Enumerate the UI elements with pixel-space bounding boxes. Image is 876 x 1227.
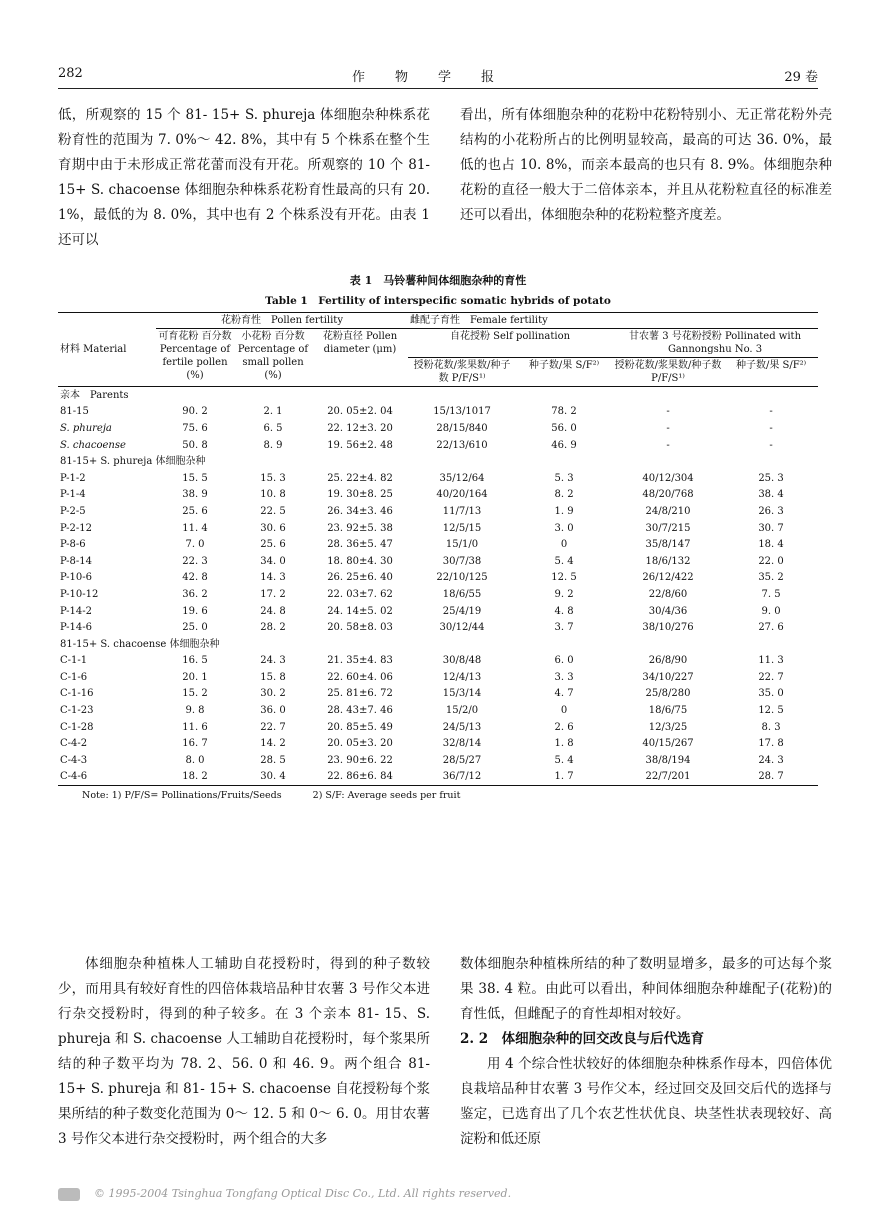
table-cell: 11. 3 bbox=[758, 655, 784, 667]
table-cell: 42. 8 bbox=[182, 572, 208, 584]
table-cell: 56. 0 bbox=[551, 422, 577, 434]
table-cell: 18. 4 bbox=[758, 539, 784, 551]
header-pfs-gannong: 授粉花数/浆果数/种子数 P/F/S¹⁾ bbox=[612, 358, 724, 387]
table-cell: 15. 2 bbox=[182, 688, 208, 700]
table-row bbox=[58, 603, 818, 620]
table-row bbox=[58, 653, 818, 670]
table-cell: 8. 3 bbox=[761, 721, 781, 733]
table-cell: 22. 7 bbox=[758, 671, 784, 683]
table-row bbox=[58, 686, 818, 703]
group-title: 81-15+ S. phureja 体细胞杂种 bbox=[60, 456, 206, 468]
fertility-table bbox=[58, 312, 818, 801]
body-text-top-left bbox=[58, 103, 430, 253]
table-cell: P-14-2 bbox=[60, 605, 93, 617]
table-cell: 22/8/60 bbox=[648, 588, 688, 600]
table-cell: 18. 80±4. 30 bbox=[327, 555, 393, 567]
table-cell: 22. 3 bbox=[182, 555, 208, 567]
table-cell: 15. 3 bbox=[260, 472, 286, 484]
table-note-1: Note: 1) P/F/S= Pollinations/Fruits/Seeds bbox=[82, 790, 282, 802]
table-cell: - bbox=[769, 422, 773, 434]
table-cell: 26. 34±3. 46 bbox=[327, 505, 393, 517]
header-fertile-pollen: 可育花粉 百分数 Percentage of fertile pollen (%) bbox=[156, 329, 234, 387]
table-cell: 7. 5 bbox=[761, 588, 781, 600]
header-small-pollen: 小花粉 百分数 Percentage of small pollen (%) bbox=[234, 329, 312, 387]
table-cell: 0 bbox=[560, 539, 568, 551]
table-row bbox=[58, 470, 818, 487]
volume-label: 29 卷 bbox=[784, 70, 818, 85]
table-cell: 3. 3 bbox=[554, 671, 574, 683]
table-cell: 9. 0 bbox=[761, 605, 781, 617]
table-row bbox=[58, 520, 818, 537]
table-cell: 18. 2 bbox=[156, 769, 234, 786]
table-cell: 32/8/14 bbox=[442, 738, 482, 750]
table-cell: 40/15/267 bbox=[642, 738, 694, 750]
table-row bbox=[58, 735, 818, 752]
table-row bbox=[58, 487, 818, 504]
table-cell: 4. 8 bbox=[554, 605, 574, 617]
table-cell: 46. 9 bbox=[551, 439, 577, 451]
table-cell: 28. 36±5. 47 bbox=[327, 539, 393, 551]
header-rule bbox=[58, 88, 818, 89]
table-cell: 50. 8 bbox=[182, 439, 208, 451]
table-cell: 12/5/15 bbox=[442, 522, 482, 534]
table-cell: C-1-1 bbox=[60, 655, 88, 667]
table-cell: 38. 9 bbox=[182, 489, 208, 501]
table-cell: 16. 5 bbox=[182, 655, 208, 667]
table-cell: 5. 4 bbox=[554, 754, 574, 766]
table-cell: 22. 7 bbox=[260, 721, 286, 733]
table-cell: - bbox=[666, 439, 670, 451]
table-cell: 40/12/304 bbox=[642, 472, 694, 484]
table-cell: 9. 8 bbox=[185, 705, 205, 717]
paragraph: 看出，所有体细胞杂种的花粉中花粉特别小、无正常花粉外壳结构的小花粉所占的比例明显较高，最高的可达 36. 0%，最低的也占 10. 8%，而亲本最高的也只有 8. 9%。体细胞杂种花粉的直径一般大于二倍体亲本，并且从花粉粒直径的标准差还可以看出，体细胞杂种的花粉粒整齐度差。 bbox=[460, 107, 832, 223]
table-cell: 24. 14±5. 02 bbox=[327, 605, 393, 617]
table-cell: 19. 30±8. 25 bbox=[327, 489, 393, 501]
table-cell: 35/12/64 bbox=[439, 472, 485, 484]
table-group-row bbox=[58, 636, 818, 653]
table-caption-en: Table 1 Fertility of interspecific somatic hybrids of potato bbox=[265, 295, 611, 307]
table-cell: 22. 12±3. 20 bbox=[327, 422, 393, 434]
table-cell: 40/20/164 bbox=[436, 489, 488, 501]
table-cell: 15/1/0 bbox=[445, 539, 479, 551]
table-row bbox=[58, 619, 818, 636]
table-cell: 16. 7 bbox=[182, 738, 208, 750]
table-cell: 24/5/13 bbox=[442, 721, 482, 733]
table-cell: 75. 6 bbox=[182, 422, 208, 434]
table-cell: 20. 85±5. 49 bbox=[327, 721, 393, 733]
table-cell: 3. 7 bbox=[554, 622, 574, 634]
header-pfs-self: 授粉花数/浆果数/种子数 P/F/S¹⁾ bbox=[408, 358, 516, 387]
table-cell: S. chacoense bbox=[60, 439, 126, 451]
table-cell: 28/5/27 bbox=[442, 754, 482, 766]
table-group-row bbox=[58, 453, 818, 470]
table-cell: 15/2/0 bbox=[445, 705, 479, 717]
table-cell: 2. 6 bbox=[554, 721, 574, 733]
table-cell: 18/6/132 bbox=[645, 555, 691, 567]
table-cell: 30/12/44 bbox=[439, 622, 485, 634]
table-cell: 15/13/1017 bbox=[433, 406, 491, 418]
table-cell: 35. 0 bbox=[758, 688, 784, 700]
table-cell: 30/7/38 bbox=[442, 555, 482, 567]
table-cell: 17. 8 bbox=[758, 738, 784, 750]
table-cell: P-1-4 bbox=[60, 489, 86, 501]
table-note bbox=[58, 790, 818, 801]
table-cell: 25/8/280 bbox=[645, 688, 691, 700]
header-self-pollination: 自花授粉 Self pollination bbox=[408, 329, 612, 358]
table-cell: 25. 81±6. 72 bbox=[327, 688, 393, 700]
table-cell: C-1-23 bbox=[60, 705, 94, 717]
table-cell: 19. 56±2. 48 bbox=[327, 439, 393, 451]
table-cell: 14. 3 bbox=[260, 572, 286, 584]
table-row bbox=[58, 437, 818, 454]
table-cell: 11. 4 bbox=[182, 522, 208, 534]
table-cell: - bbox=[769, 406, 773, 418]
table-cell: 12/3/25 bbox=[648, 721, 688, 733]
table-cell: 22. 03±7. 62 bbox=[327, 588, 393, 600]
header-sf-self: 种子数/果 S/F²⁾ bbox=[516, 358, 612, 387]
table-cell: 20. 05±2. 04 bbox=[327, 406, 393, 418]
table-cell: 27. 6 bbox=[758, 622, 784, 634]
table-cell: 81-15 bbox=[60, 406, 89, 418]
table-cell: 18/6/55 bbox=[442, 588, 482, 600]
table-cell: 20. 05±3. 20 bbox=[327, 738, 393, 750]
table-cell: 8. 9 bbox=[263, 439, 283, 451]
table-cell: - bbox=[666, 406, 670, 418]
table-cell: 19. 6 bbox=[182, 605, 208, 617]
table-cell: 24. 3 bbox=[758, 754, 784, 766]
table-cell: 30. 4 bbox=[234, 769, 312, 786]
table-cell: 20. 1 bbox=[182, 671, 208, 683]
table-row bbox=[58, 503, 818, 520]
header-pollen-diameter: 花粉直径 Pollen diameter (μm) bbox=[312, 329, 408, 387]
section-heading: 2. 2 体细胞杂种的回交改良与后代选育 bbox=[460, 1031, 705, 1047]
table-cell: 8. 0 bbox=[185, 754, 205, 766]
table-cell: 1. 8 bbox=[554, 738, 574, 750]
table-cell: 36. 0 bbox=[260, 705, 286, 717]
table-cell: 15/3/14 bbox=[442, 688, 482, 700]
table-group-row bbox=[58, 387, 818, 404]
table-cell: - bbox=[769, 439, 773, 451]
table-cell: 17. 2 bbox=[260, 588, 286, 600]
table-caption-cn: 表 1 马铃薯种间体细胞杂种的育性 bbox=[349, 274, 527, 287]
table-cell: 15. 8 bbox=[260, 671, 286, 683]
page-header bbox=[58, 66, 818, 86]
table-cell: 1. 9 bbox=[554, 505, 574, 517]
table-cell: 36/7/12 bbox=[408, 769, 516, 786]
table-cell: 26/12/422 bbox=[642, 572, 694, 584]
table-cell: 22. 60±4. 06 bbox=[327, 671, 393, 683]
footer bbox=[58, 1187, 511, 1201]
table-cell: 30/8/48 bbox=[442, 655, 482, 667]
table-cell: 3. 0 bbox=[554, 522, 574, 534]
table-cell: 25. 6 bbox=[260, 539, 286, 551]
header-female-fertility: 雌配子育性 Female fertility bbox=[408, 313, 818, 329]
table-row bbox=[58, 420, 818, 437]
table-row bbox=[58, 702, 818, 719]
table-cell: 7. 0 bbox=[185, 539, 205, 551]
table-cell: 5. 4 bbox=[554, 555, 574, 567]
table-cell: 8. 2 bbox=[554, 489, 574, 501]
table-cell: 1. 7 bbox=[516, 769, 612, 786]
table-cell: 34. 0 bbox=[260, 555, 286, 567]
copyright-text: © 1995-2004 Tsinghua Tongfang Optical Disc Co., Ltd. All rights reserved. bbox=[94, 1187, 512, 1200]
table-cell: 20. 58±8. 03 bbox=[327, 622, 393, 634]
table-cell: 30. 6 bbox=[260, 522, 286, 534]
table-cell: 38/10/276 bbox=[642, 622, 694, 634]
table-cell: C-1-28 bbox=[60, 721, 94, 733]
table-cell: 25. 3 bbox=[758, 472, 784, 484]
table-cell: 28. 43±7. 46 bbox=[327, 705, 393, 717]
body-text-bottom-left bbox=[58, 952, 430, 1152]
table-cell: 5. 3 bbox=[554, 472, 574, 484]
table-row bbox=[58, 769, 818, 786]
table-cell: 6. 0 bbox=[554, 655, 574, 667]
table-cell: 14. 2 bbox=[260, 738, 286, 750]
table-cell: 23. 90±6. 22 bbox=[327, 754, 393, 766]
paragraph: 体细胞杂种植株人工辅助自花授粉时，得到的种子数较少，而用具有较好育性的四倍体栽培品种甘农薯 3 号作父本进行杂交授粉时，得到的种子较多。在 3 个亲本 81- 15、S. phureja 和 S. chacoense 人工辅助自花授粉时，每个浆果所结的种子数平均为 78. 2、56. 0 和 46. 9。两个组合 81- 15+ S. phureja 和 81- 15+ S. chacoense 自花授粉每个浆果所结的种子数变化范围为 0～ 12. 5 和 0～ 6. 0。用甘农薯 3 号作父本进行杂交授粉时，两个组合的大多 bbox=[58, 956, 430, 1147]
header-gannongshu-pollination: 甘农薯 3 号花粉授粉 Pollinated with Gannongshu No. 3 bbox=[612, 329, 818, 358]
table-cell: C-4-6 bbox=[58, 769, 156, 786]
table-cell: 24. 3 bbox=[260, 655, 286, 667]
table-cell: 9. 2 bbox=[554, 588, 574, 600]
table-cell: 22/13/610 bbox=[436, 439, 488, 451]
table-row bbox=[58, 586, 818, 603]
table-cell: 10. 8 bbox=[260, 489, 286, 501]
header-pollen-fertility: 花粉育性 Pollen fertility bbox=[156, 313, 408, 329]
table-body bbox=[58, 387, 818, 786]
table-cell: 18/6/75 bbox=[648, 705, 688, 717]
table-cell: 22/7/201 bbox=[612, 769, 724, 786]
table-cell: 22. 5 bbox=[260, 505, 286, 517]
table-cell: P-2-5 bbox=[60, 505, 86, 517]
table-cell: - bbox=[666, 422, 670, 434]
table-cell: 23. 92±5. 38 bbox=[327, 522, 393, 534]
table-row bbox=[58, 752, 818, 769]
paragraph: 数体细胞杂种植株所结的种了数明显增多，最多的可达每个浆果 38. 4 粒。由此可以看出，种间体细胞杂种雄配子(花粉)的育性低，但雌配子的育性却相对较好。 bbox=[460, 956, 832, 1022]
table-row bbox=[58, 404, 818, 421]
table-cell: 11. 6 bbox=[182, 721, 208, 733]
table-cell: 6. 5 bbox=[263, 422, 283, 434]
table-note-2: 2) S/F: Average seeds per fruit bbox=[312, 790, 461, 802]
table-cell: 28. 5 bbox=[260, 754, 286, 766]
table-cell: P-1-2 bbox=[60, 472, 86, 484]
publisher-logo-icon bbox=[58, 1188, 80, 1201]
table-cell: C-4-3 bbox=[60, 754, 88, 766]
table-cell: 25/4/19 bbox=[442, 605, 482, 617]
table-cell: C-1-6 bbox=[60, 671, 88, 683]
table-cell: 24/8/210 bbox=[645, 505, 691, 517]
table-cell: 30. 2 bbox=[260, 688, 286, 700]
table-cell: 48/20/768 bbox=[642, 489, 694, 501]
table-cell: P-2-12 bbox=[60, 522, 93, 534]
table-cell: 0 bbox=[560, 705, 568, 717]
group-title: 81-15+ S. chacoense 体细胞杂种 bbox=[60, 638, 220, 650]
table-cell: 12. 5 bbox=[551, 572, 577, 584]
table-cell: 25. 6 bbox=[182, 505, 208, 517]
table-cell: 11/7/13 bbox=[442, 505, 482, 517]
header-material: 材料 Material bbox=[58, 313, 156, 387]
header-sf-gannong: 种子数/果 S/F²⁾ bbox=[724, 358, 818, 387]
table-row bbox=[58, 719, 818, 736]
table-cell: 21. 35±4. 83 bbox=[327, 655, 393, 667]
body-text-top-right bbox=[460, 103, 832, 228]
table-cell: 26. 3 bbox=[758, 505, 784, 517]
table-cell: 90. 2 bbox=[182, 406, 208, 418]
table-cell: 4. 7 bbox=[554, 688, 574, 700]
table-cell: 78. 2 bbox=[551, 406, 577, 418]
table-cell: 28. 2 bbox=[260, 622, 286, 634]
table-cell: 25. 22±4. 82 bbox=[327, 472, 393, 484]
table-cell: 2. 1 bbox=[263, 406, 283, 418]
table-cell: 28/15/840 bbox=[436, 422, 488, 434]
table-cell: 12. 5 bbox=[758, 705, 784, 717]
table-cell: P-10-12 bbox=[60, 588, 99, 600]
table-cell: S. phureja bbox=[60, 422, 112, 434]
table-cell: 35. 2 bbox=[758, 572, 784, 584]
table-cell: P-14-6 bbox=[60, 622, 93, 634]
table-cell: 15. 5 bbox=[182, 472, 208, 484]
table-cell: 36. 2 bbox=[182, 588, 208, 600]
paragraph: 低，所观察的 15 个 81- 15+ S. phureja 体细胞杂种株系花粉育性的范围为 7. 0%～ 42. 8%，其中有 5 个株系在整个生育期中由于未形成正常花蕾而没有开花。所观察的 10 个 81- 15+ S. chacoense 体细胞杂种株系花粉育性最高的只有 20. 1%，最低的为 8. 0%，其中也有 2 个株系没有开花。由表 1 还可以 bbox=[58, 107, 430, 248]
table-cell: 38/8/194 bbox=[645, 754, 691, 766]
table-cell: 28. 7 bbox=[724, 769, 818, 786]
table-cell: 12/4/13 bbox=[442, 671, 482, 683]
table-cell: 22. 0 bbox=[758, 555, 784, 567]
paragraph: 用 4 个综合性状较好的体细胞杂种株系作母本，四倍体优良栽培品种甘农薯 3 号作父本，经过回交及回交后代的选择与鉴定，已选育出了几个农艺性状优良、块茎性状表现较好、高淀粉和低还原 bbox=[460, 1056, 832, 1147]
table-cell: C-1-16 bbox=[60, 688, 94, 700]
table-cell: P-8-6 bbox=[60, 539, 86, 551]
body-text-bottom-right bbox=[460, 952, 832, 1152]
table-row bbox=[58, 570, 818, 587]
table-cell: 24. 8 bbox=[260, 605, 286, 617]
table-row bbox=[58, 669, 818, 686]
table-cell: 26. 25±6. 40 bbox=[327, 572, 393, 584]
table-row bbox=[58, 536, 818, 553]
table-cell: 22/10/125 bbox=[436, 572, 488, 584]
table-cell: 22. 86±6. 84 bbox=[312, 769, 408, 786]
table-cell: 38. 4 bbox=[758, 489, 784, 501]
table-cell: 34/10/227 bbox=[642, 671, 694, 683]
page-number: 282 bbox=[58, 66, 83, 81]
table-cell: 35/8/147 bbox=[645, 539, 691, 551]
group-title: 亲本 Parents bbox=[60, 389, 129, 401]
table-cell: 25. 0 bbox=[182, 622, 208, 634]
journal-title: 作物学报 bbox=[351, 70, 524, 85]
table-cell: 30. 7 bbox=[758, 522, 784, 534]
table-cell: 30/4/36 bbox=[648, 605, 688, 617]
table-cell: C-4-2 bbox=[60, 738, 88, 750]
table-cell: 26/8/90 bbox=[648, 655, 688, 667]
table-cell: P-10-6 bbox=[60, 572, 93, 584]
table-cell: 30/7/215 bbox=[645, 522, 691, 534]
table-row bbox=[58, 553, 818, 570]
table-cell: P-8-14 bbox=[60, 555, 93, 567]
